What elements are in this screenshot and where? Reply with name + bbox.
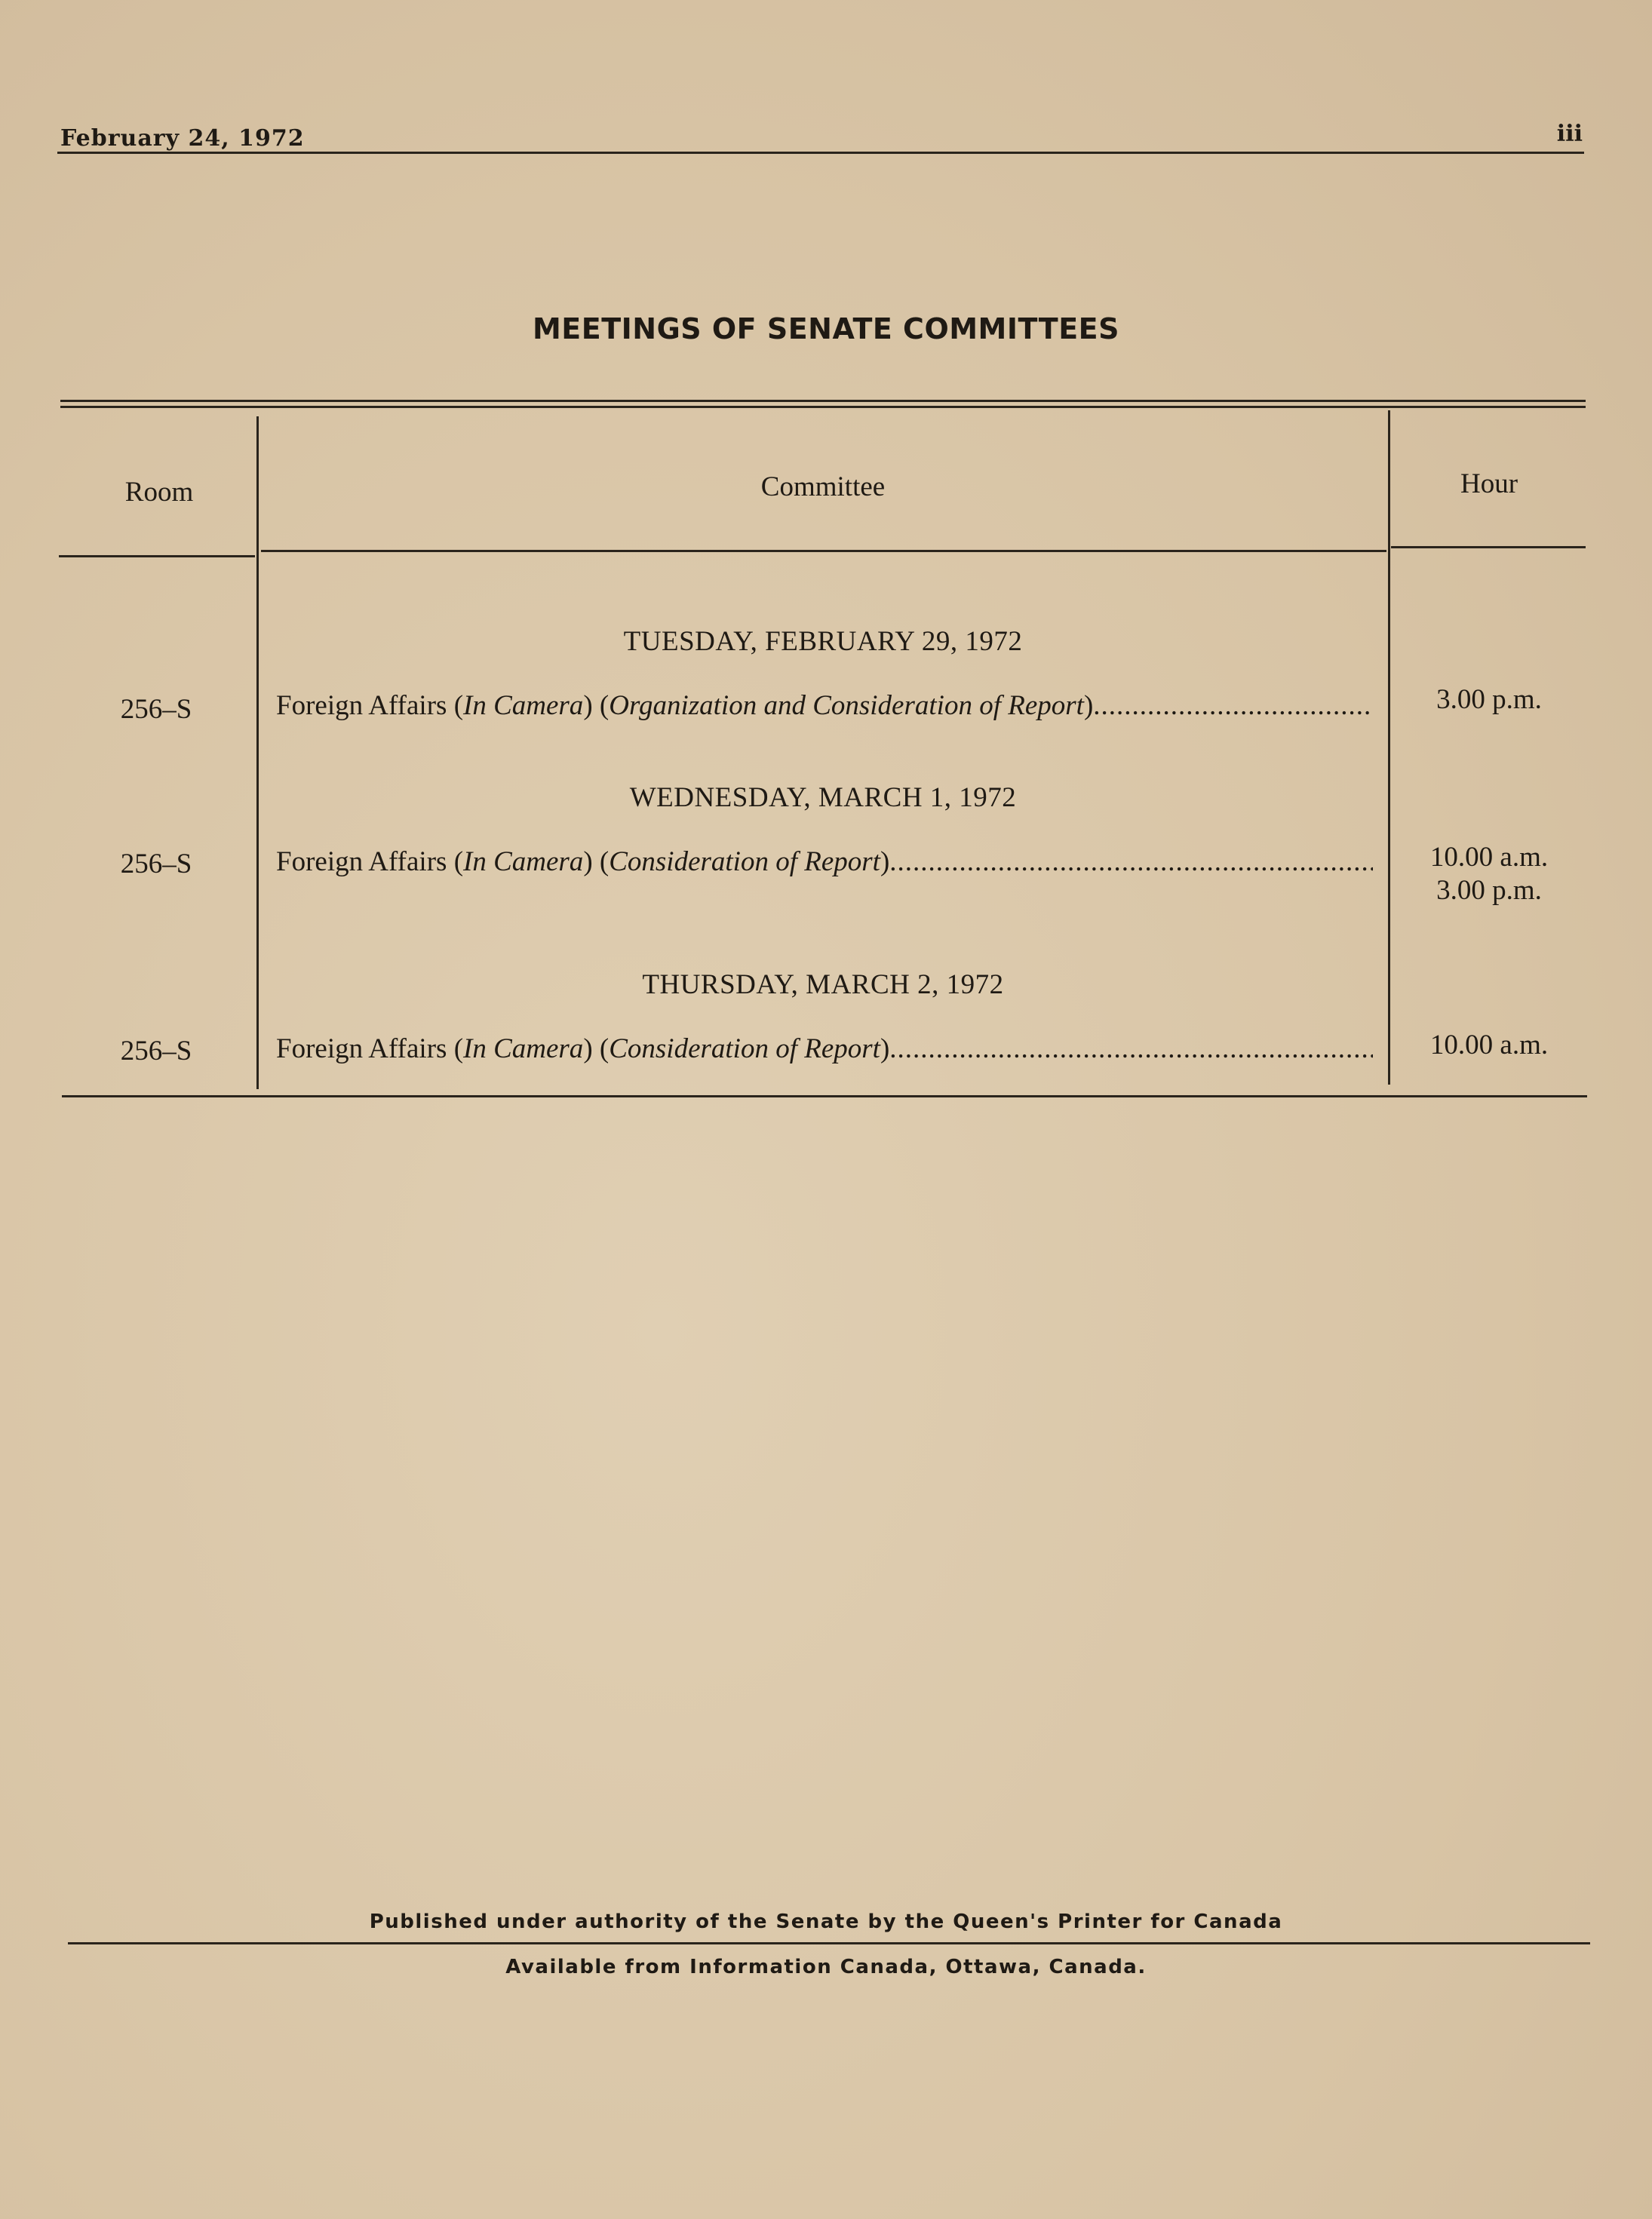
leader-dots	[889, 1033, 1373, 1065]
header-rule-room	[59, 555, 255, 557]
hour-value: 3.00 p.m.	[1436, 684, 1542, 715]
committee-agenda: Organization and Consideration of Report	[609, 690, 1084, 721]
column-header-room: Room	[124, 477, 194, 508]
page-number: iii	[1556, 121, 1583, 147]
column-header-committee: Committee	[760, 471, 886, 502]
availability-line: Available from Information Canada, Ottawa, Canada.	[505, 1956, 1147, 1978]
hour-cell	[1393, 841, 1586, 907]
leader-dots	[889, 846, 1373, 878]
hour-value: 10.00 a.m.	[1429, 1030, 1549, 1060]
publisher-line: Published under authority of the Senate by the Queen's Printer for Canada	[369, 1911, 1283, 1933]
hour-cell	[1393, 683, 1586, 717]
day-heading: WEDNESDAY, MARCH 1, 1972	[629, 782, 1017, 813]
committee-cell: Foreign Affairs ( In Camera ) ( Organization and Consideration of Report ) .....	[276, 689, 1373, 722]
committee-qualifier: In Camera	[463, 1033, 584, 1064]
hour-value: 10.00 a.m.	[1429, 842, 1549, 873]
table-top-rule-inner	[60, 406, 1586, 408]
header-rule	[57, 152, 1584, 154]
hour-cell	[1393, 1029, 1586, 1062]
committee-name: Foreign Affairs	[276, 690, 447, 721]
header-date: February 24, 1972	[60, 125, 305, 152]
column-divider-hour	[1388, 410, 1390, 1085]
room-cell: 256–S	[120, 849, 192, 879]
day-heading: TUESDAY, FEBRUARY 29, 1972	[623, 626, 1023, 657]
committee-cell: Foreign Affairs ( In Camera ) ( Consideration of Report ) .....	[276, 1033, 1373, 1065]
column-divider-room	[256, 416, 259, 1089]
room-cell: 256–S	[120, 1036, 192, 1067]
day-heading: THURSDAY, MARCH 2, 1972	[642, 969, 1004, 1000]
committee-qualifier: In Camera	[463, 846, 584, 877]
committee-agenda: Consideration of Report	[609, 1033, 880, 1064]
committee-qualifier: In Camera	[463, 690, 584, 721]
footer-rule	[68, 1942, 1590, 1944]
room-cell: 256–S	[120, 694, 192, 725]
page-title: MEETINGS OF SENATE COMMITTEES	[532, 312, 1120, 345]
leader-dots	[1093, 689, 1373, 722]
header-rule-committee	[261, 550, 1386, 552]
committee-cell: Foreign Affairs ( In Camera ) ( Consideration of Report ) .....	[276, 846, 1373, 878]
table-bottom-rule	[62, 1095, 1587, 1097]
committee-agenda: Consideration of Report	[609, 846, 880, 877]
header-rule-hour	[1391, 546, 1586, 548]
committee-name: Foreign Affairs	[276, 1033, 447, 1064]
hour-value: 3.00 p.m.	[1436, 875, 1542, 906]
committee-name: Foreign Affairs	[276, 846, 447, 877]
table-top-rule	[60, 400, 1586, 402]
column-header-hour: Hour	[1460, 468, 1518, 499]
